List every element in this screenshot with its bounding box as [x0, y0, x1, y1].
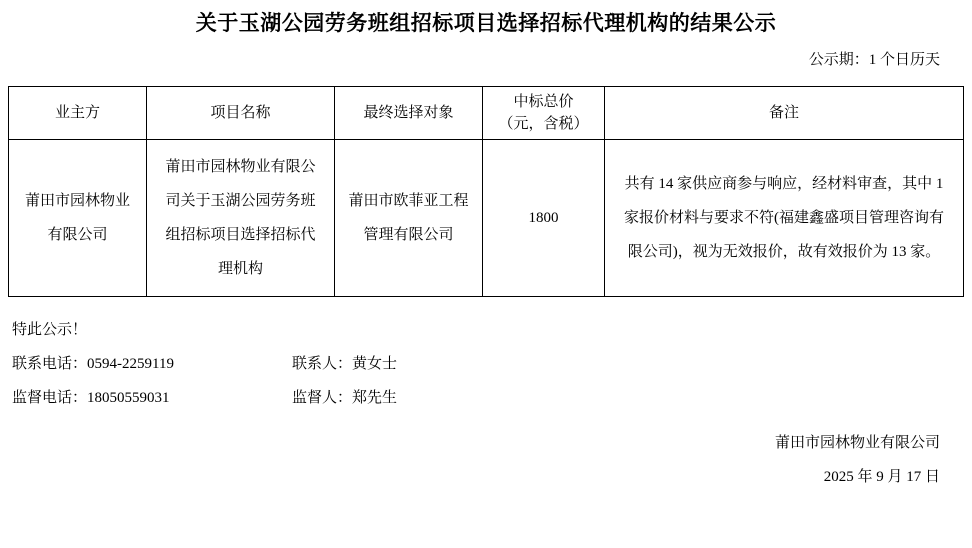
notice-period: 公示期：1 个日历天 [808, 52, 940, 68]
cell-price: 1800 [483, 140, 605, 297]
cell-owner: 莆田市园林物业有限公司 [9, 140, 147, 297]
result-announcement-table [8, 86, 964, 297]
cell-remark: 共有 14 家供应商参与响应，经材料审查，其中 1 家报价材料与要求不符(福建鑫盛项目管理咨询有限公司)，视为无效报价，故有效报价为 13 家。 [605, 140, 964, 297]
supervision-phone: 监督电话：18050559031 [12, 390, 170, 406]
contact-person: 联系人：黄女士 [292, 356, 398, 372]
column-header-price [483, 87, 605, 140]
column-header-price-line2: （元，含税） [498, 116, 589, 132]
column-header-selected: 最终选择对象 [335, 87, 483, 140]
supervision-person: 监督人：郑先生 [292, 390, 398, 406]
closing-statement: 特此公示！ [12, 322, 88, 338]
cell-selected: 莆田市欧菲亚工程管理有限公司 [335, 140, 483, 297]
closing-section [8, 313, 964, 415]
column-header-owner: 业主方 [9, 87, 147, 140]
page-title: 关于玉湖公园劳务班组招标项目选择招标代理机构的结果公示 [195, 11, 777, 35]
table-header-row [9, 87, 964, 140]
table-row [9, 140, 964, 297]
column-header-remark: 备注 [605, 87, 964, 140]
contact-phone: 联系电话：0594-2259119 [12, 356, 174, 372]
column-header-price-line1: 中标总价 [513, 94, 574, 110]
cell-project: 莆田市园林物业有限公司关于玉湖公园劳务班组招标项目选择招标代理机构 [147, 140, 335, 297]
signature-date: 2025 年 9 月 17 日 [823, 469, 940, 485]
contact-row-supervision [8, 381, 964, 415]
contact-row-primary [8, 347, 964, 381]
column-header-project: 项目名称 [147, 87, 335, 140]
signature-organization: 莆田市园林物业有限公司 [774, 435, 940, 451]
